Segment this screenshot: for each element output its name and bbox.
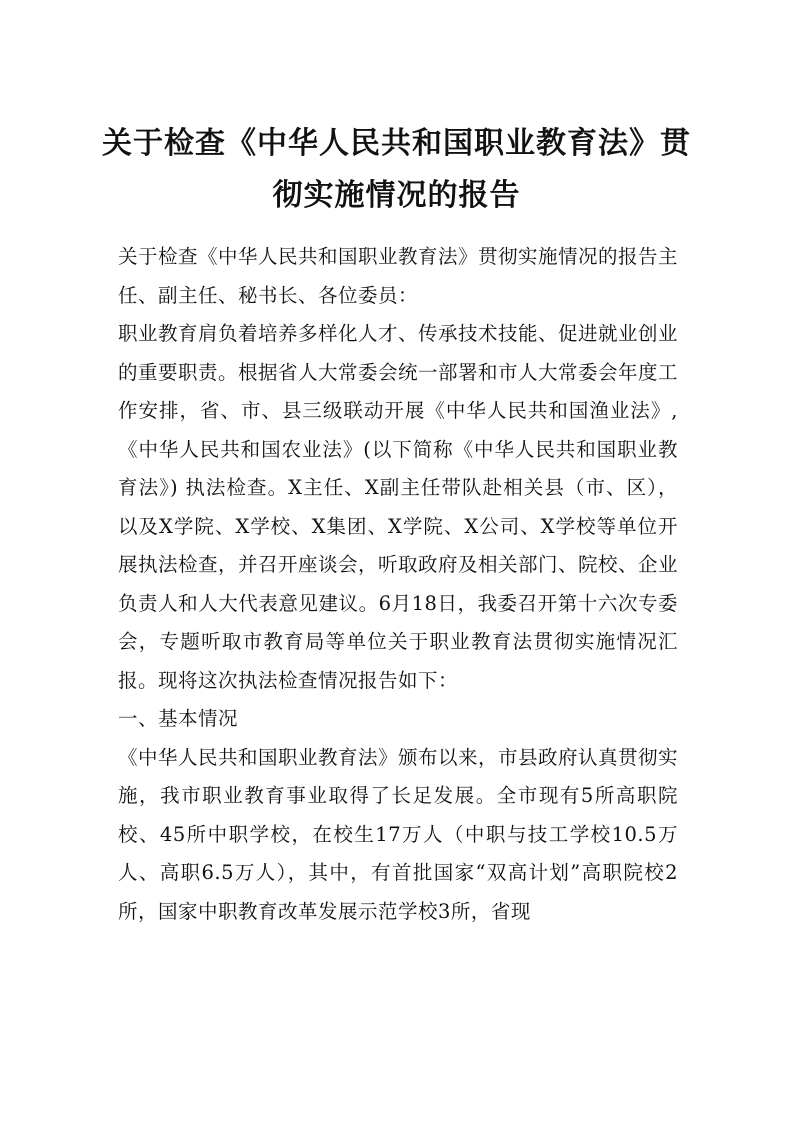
paragraph-basic-situation: 《中华人民共和国职业教育法》颁布以来，市县政府认真贯彻实施，我市职业教育事业取得了长足发展。全市现有5所高职院校、45所中职学校，在校生17万人（中职与技工学校10.5万人、高职6.5万人），其中，有首批国家“双高计划”高职院校2所，国家中职教育改革发展示范学校3所，省现: [118, 745, 679, 923]
paragraph-salutation: 关于检查《中华人民共和国职业教育法》贯彻实施情况的报告主任、副主任、秘书长、各位委员：: [118, 245, 679, 307]
document-body: [118, 238, 678, 931]
document-title: 关于检查《中华人民共和国职业教育法》贯彻实施情况的报告: [102, 126, 691, 213]
paragraph-introduction: 职业教育肩负着培养多样化人才、传承技术技能、促进就业创业的重要职责。根据省人大常委会统一部署和市人大常委会年度工作安排，省、市、县三级联动开展《中华人民共和国渔业法》,《中华人民共和国农业法》(以下简称《中华人民共和国职业教育法》) 执法检查。X主任、X副主任带队赴相关县（市、区），以及X学院、X学校、X集团、X学院、X公司、X学校等单位开展执法检查，并召开座谈会，听取政府及相关部门、院校、企业负责人和人大代表意见建议。6月18日，我委召开第十六次专委会，专题听取市教育局等单位关于职业教育法贯彻实施情况汇报。现将这次执法检查情况报告如下：: [118, 322, 679, 692]
section-heading-basic-situation: 一、基本情况: [118, 707, 239, 730]
